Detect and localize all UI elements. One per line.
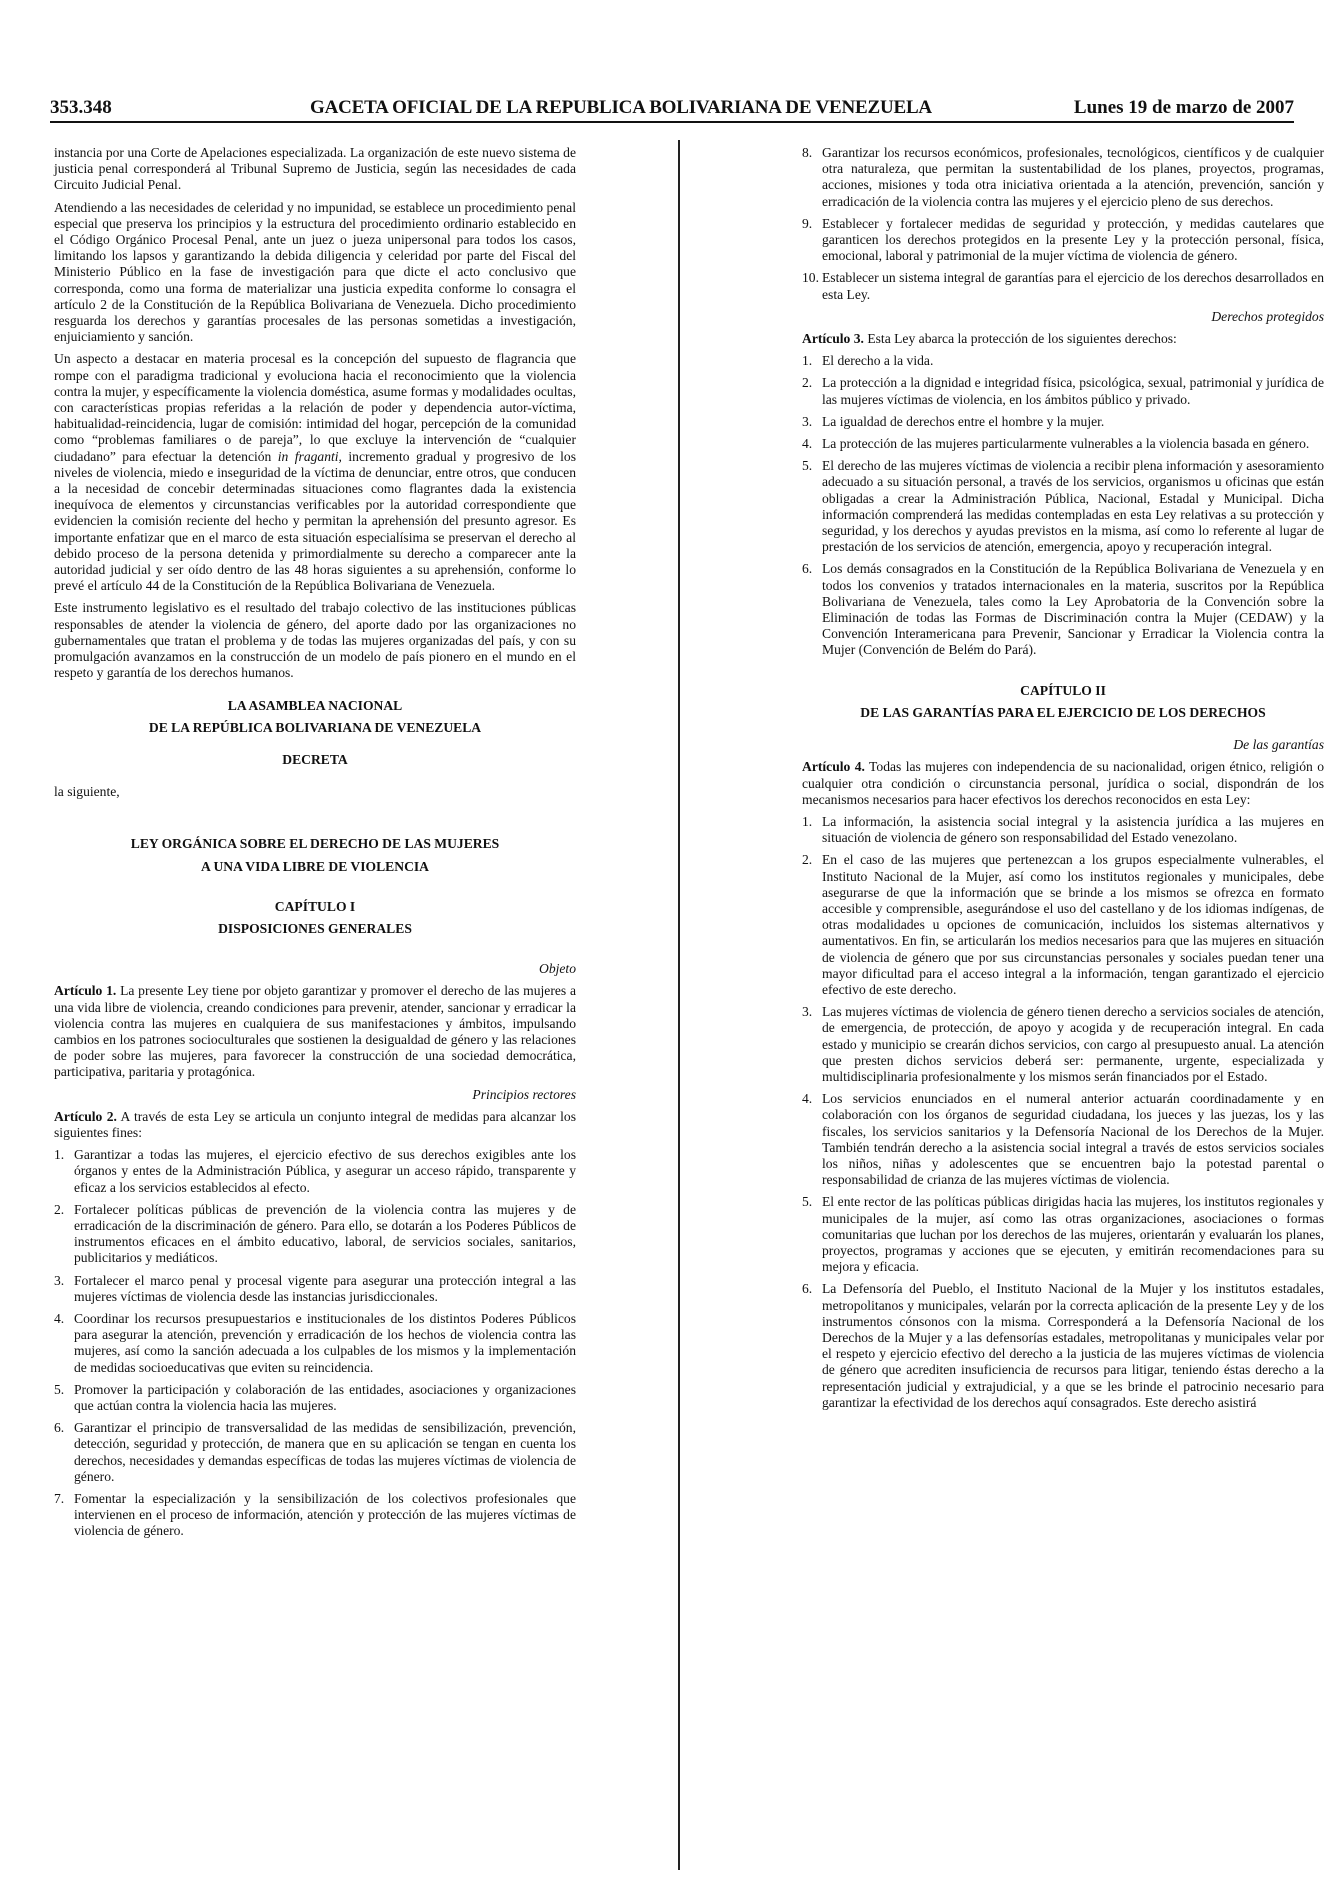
paragraph (54, 351, 576, 594)
gazette-title: GACETA OFICIAL DE LA REPUBLICA BOLIVARIANA DE VENEZUELA (310, 97, 932, 118)
list-item: 8. Garantizar los recursos económicos, profesionales, tecnológicos, científicos y de cualquier otra naturaleza, que permitan la sustentabilidad de los planes, proyectos, programas, acciones, misiones y toda otra iniciativa orientada a la atención, prevención, sanción y erradicación de la violencia contra las mujeres y el ejercicio pleno de sus derechos. (802, 145, 1324, 209)
list-item: 1. La información, la asistencia social integral y la asistencia jurídica a las mujeres en situación de violencia de género son responsabilidad del Estado venezolano. (802, 813, 1324, 846)
article-4 (802, 759, 1324, 808)
list-item: 6. Garantizar el principio de transversalidad de las medidas de sensibilización, prevención, detección, seguridad y protección, de manera que en su aplicación se tengan en cuenta los derechos, necesidades y demandas específicas de todas las mujeres víctimas de violencia de género. (54, 1420, 576, 1484)
article-2 (54, 1109, 576, 1141)
fines-list-continued (802, 145, 1324, 303)
list-item: 4. Los servicios enunciados en el numeral anterior actuarán coordinadamente y en colaboración con los órganos de seguridad ciudadana, los jueces y las juezas, los y las fiscales, los servicios sanitarios y la Defensoría Nacional de los Derechos de la Mujer. También tendrán derecho a la asistencia social integral a través de estos servicios sociales los niños, niñas y adolescentes que se encuentren bajo la potestad parental o responsabilidad de crianza de las mujeres víctimas de violencia. (802, 1091, 1324, 1188)
chapter-heading: DE LAS GARANTÍAS PARA EL EJERCICIO DE LOS DERECHOS (860, 704, 1266, 720)
gazette-header (50, 97, 1294, 123)
list-item: 6. La Defensoría del Pueblo, el Instituto Nacional de la Mujer y los institutos estadales, metropolitanos y municipales, velarán por la correcta aplicación de la presente Ley y de los instrumentos cónsonos con la misma. Corresponderá a la Defensoría Nacional de los Derechos de la Mujer y a las defensorías estadales, metropolitanas y municipales velar por el respeto y ejercicio efectivo del derecho a la justicia de las mujeres víctimas de violencia de género que acrediten insuficiencia de recursos para litigar, teniendo éstas derecho a la representación judicial y extrajudicial, y a que se les brinde el patrocinio necesario para garantizar la efectividad de los derechos aquí consagrados. Este derecho asistirá (802, 1281, 1324, 1410)
list-item: 3. Fortalecer el marco penal y procesal vigente para asegurar una protección integral a las mujeres víctimas de violencia desde las instancias jurisdiccionales. (54, 1272, 576, 1304)
page-number: 353.348 (50, 97, 112, 118)
article-subtitle: Principios rectores (472, 1086, 576, 1102)
list-item: 5. Promover la participación y colaboración de las entidades, asociaciones y organizaciones que actúan contra la violencia hacia las mujeres. (54, 1381, 576, 1413)
list-item: 4. La protección de las mujeres particularmente vulnerables a la violencia basada en género. (802, 436, 1310, 452)
paragraph: Este instrumento legislativo es el resultado del trabajo colectivo de las instituciones públicas responsables de atender la violencia de género, del aporte dado por las organizaciones no gubernamentales que tratan el problema y de todas las mujeres organizadas del país, y con su promulgación avanzamos en la construcción de un modelo de país pionero en el mundo en el respeto y garantía de los derechos humanos. (54, 600, 576, 681)
article-text: A través de esta Ley se articula un conjunto integral de medidas para alcanzar los siguientes fines: (54, 1108, 576, 1140)
list-item: 2. La protección a la dignidad e integridad física, psicológica, sexual, patrimonial y jurídica de las mujeres víctimas de violencia, en los ámbitos público y privado. (802, 375, 1324, 407)
list-item: 9. Establecer y fortalecer medidas de seguridad y protección, y medidas cautelares que garanticen los derechos protegidos en la presente Ley y la protección personal, física, emocional, laboral y patrimonial de la mujer víctima de violencia de género. (802, 215, 1324, 264)
chapter-heading: CAPÍTULO I (274, 898, 356, 914)
article-3 (802, 331, 1324, 347)
article-text: Todas las mujeres con independencia de su nacionalidad, origen étnico, religión o cualquier otra condición o circunstancia personal, jurídica o social, dispondrán de los mecanismos necesarios para hacer efectivos los derechos reconocidos en esta Ley: (802, 759, 1324, 807)
list-item: 10. Establecer un sistema integral de garantías para el ejercicio de los derechos desarrollados en esta Ley. (802, 270, 1324, 302)
law-title: A UNA VIDA LIBRE DE VIOLENCIA (200, 858, 429, 874)
article-label: Artículo 1. (54, 983, 117, 999)
article-text: La presente Ley tiene por objeto garantizar y promover el derecho de las mujeres a una vida libre de violencia, creando condiciones para prevenir, atender, sancionar y erradicar la violencia contra las mujeres en cualquiera de sus manifestaciones y ámbitos, impulsando cambios en los patrones socioculturales que sostienen la desigualdad de género y las relaciones de poder sobre las mujeres, para favorecer la construcción de una sociedad democrática, participativa, paritaria y protagónica. (54, 983, 576, 1080)
list-item: 7. Fomentar la especialización y la sensibilización de los colectivos profesionales que intervienen en el proceso de información, atención y protección de las mujeres víctimas de violencia de género. (54, 1491, 576, 1539)
article-subtitle: Objeto (539, 961, 576, 977)
list-item: 6. Los demás consagrados en la Constitución de la República Bolivariana de Venezuela y en todos los convenios y tratados internacionales en la materia, suscritos por la República Bolivariana de Venezuela, tales como la Ley Aprobatoria de la Convención sobre la Eliminación de todas las Formas de Discriminación contra la Mujer (CEDAW) y la Convención Interamericana para Prevenir, Sancionar y Erradicar la Violencia contra la Mujer (Convención de Belém do Pará). (802, 561, 1324, 658)
text-run: incremento gradual y progresivo de los niveles de violencia, miedo e inseguridad de la víctima de denunciar, entre otros, que conducen a la necesidad de concebir determinadas situaciones como flagrantes dada la existencia inequívoca de elementos y circunstancias verificables por la autoridad correspondiente que evidencien la comisión reciente del hecho y permitan la aprehensión del presunto agresor. Es importante enfatizar que en el marco de esta situación especialísima se preservan el derecho al debido proceso de la persona detenida y primordialmente su derecho a comparecer ante la autoridad judicial y ser oído dentro de las 48 horas siguientes a su aprehensión, conforme lo prevé el artículo 44 de la Constitución de la República Bolivariana de Venezuela. (54, 448, 576, 594)
law-title: LEY ORGÁNICA SOBRE EL DERECHO DE LAS MUJERES (130, 836, 500, 852)
article-label: Artículo 2. (54, 1108, 117, 1124)
left-column (54, 145, 576, 1546)
article-subtitle: De las garantías (1233, 737, 1324, 753)
list-item: 3. La igualdad de derechos entre el hombre y la mujer. (802, 413, 1105, 429)
article-text: Esta Ley abarca la protección de los siguientes derechos: (863, 331, 1177, 347)
chapter-heading: CAPÍTULO II (1020, 682, 1106, 698)
paragraph: Atendiendo a las necesidades de celeridad y no impunidad, se establece un procedimiento penal especial que preserva los principios y la estructura del procedimiento ordinario establecido en el Código Orgánico Procesal Penal, ante un juez o jueza unipersonal para todos los casos, limitando los lapsos y garantizando la debida diligencia y celeridad por parte del Fiscal del Ministerio Público en la fase de investigación para que dicte el acto conclusivo que corresponda, como una forma de materializar una justicia expedita conforme lo consagra el artículo 2 de la Constitución de la República Bolivariana de Venezuela. Dicho procedimiento resguarda los derechos y garantías procesales de las personas sometidas a investigación, enjuiciamiento y sanción. (54, 199, 576, 345)
list-item: 2. Fortalecer políticas públicas de prevención de la violencia contra las mujeres y de erradicación de la discriminación de género. Para ello, se dotarán a los Poderes Públicos de instrumentos eficaces en el ámbito educativo, laboral, de servicios sociales, sanitarios, publicitarios y mediáticos. (54, 1201, 576, 1266)
paragraph: la siguiente, (54, 784, 120, 800)
right-column (802, 145, 1324, 1417)
article-label: Artículo 3. (802, 331, 864, 347)
italic-text: in fraganti, (277, 448, 342, 464)
text-run: Un aspecto a destacar en materia procesal es la concepción del supuesto de flagrancia que rompe con el paradigma tradicional y evoluciona hacia el reconocimiento que la violencia contra la mujer, y específicamente la violencia doméstica, asume formas y modalidades ocultas, con características propias referidas a la relación de poder y dependencia autor-víctima, habitualidad-reincidencia, lugar de comisión: intimidad del hogar, percepción de la comunidad como “problemas familiares o de pareja”, lo que excluye la intervención de “cualquier ciudadano” para efectuar la detención (54, 351, 576, 464)
column-divider (678, 140, 680, 1870)
fines-list (54, 1147, 576, 1539)
assembly-heading: DE LA REPÚBLICA BOLIVARIANA DE VENEZUELA (148, 719, 482, 735)
list-item: 3. Las mujeres víctimas de violencia de género tienen derecho a servicios sociales de atención, de emergencia, de protección, de apoyo y acogida y de recuperación integral. En cada estado y municipio se crearán dichos servicios, con cargo al presupuesto anual. La atención que presten dichos servicios deberá ser: permanente, urgente, especializada y multidisciplinaria profesionalmente y los mismos serán financiados por el Estado. (802, 1004, 1324, 1084)
paragraph: instancia por una Corte de Apelaciones especializada. La organización de este nuevo sistema de justicia penal corresponderá al Tribunal Supremo de Justicia, según las necesidades de cada Circuito Judicial Penal. (54, 145, 576, 193)
article-subtitle: Derechos protegidos (1211, 308, 1324, 324)
list-item: 2. En el caso de las mujeres que pertenezcan a los grupos especialmente vulnerables, el Instituto Nacional de la Mujer, así como los institutos regionales y municipales, debe asegurarse de que la información que se brinde a los mismos se ofrezca en formato accesible y comprensible, asegurándose el uso del castellano y de los idiomas indígenas, de otras modalidades u opciones de comunicación, incluidos los sistemas alternativos y aumentativos. En fin, se articularán los medios necesarios para que las mujeres en situación de violencia de género que por sus circunstancias personales y sociales puedan tener una mayor dificultad para el acceso integral a la información, tengan garantizado el ejercicio efectivo de este derecho. (802, 852, 1324, 997)
list-item: 5. El derecho de las mujeres víctimas de violencia a recibir plena información y asesoramiento adecuado a su situación personal, a través de los servicios, organismos u oficinas que están obligadas a crear la Administración Pública, Nacional, Estadal y Municipal. Dicha información comprenderá las medidas contempladas en esta Ley relativas a su protección y seguridad, y los derechos y ayudas previstos en la misma, así como lo referente al lugar de prestación de los servicios de atención, emergencia, apoyo y recuperación integral. (802, 458, 1324, 555)
list-item: 1. El derecho a la vida. (802, 353, 934, 369)
chapter-heading: DISPOSICIONES GENERALES (218, 920, 412, 936)
article-1 (54, 983, 576, 1080)
list-item: 5. El ente rector de las políticas públicas dirigidas hacia las mujeres, los institutos regionales y municipales de la mujer, así como las otras organizaciones, asociaciones o formas comunitarias que luchan por los derechos de las mujeres, orientarán y evaluarán los planes, proyectos, programas y acciones que se ejecuten, y emitirán recomendaciones para su mejora y eficacia. (802, 1194, 1324, 1275)
garantias-list (802, 814, 1324, 1411)
assembly-heading: LA ASAMBLEA NACIONAL (227, 697, 403, 713)
derechos-list (802, 353, 1324, 658)
article-label: Artículo 4. (802, 759, 865, 775)
list-item: 4. Coordinar los recursos presupuestarios e institucionales de los distintos Poderes Públicos para asegurar la atención, prevención y erradicación de los hechos de violencia contra las mujeres, así como la sanción adecuada a los culpables de los mismos y la implementación de medidas socioeducativas que eviten su reincidencia. (54, 1310, 576, 1375)
list-item: 1. Garantizar a todas las mujeres, el ejercicio efectivo de sus derechos exigibles ante los órganos y entes de la Administración Pública, y asegurar un acceso rápido, transparente y eficaz a los servicios establecidos al efecto. (54, 1147, 576, 1195)
decree-heading: DECRETA (282, 751, 348, 767)
issue-date: Lunes 19 de marzo de 2007 (1073, 97, 1294, 118)
